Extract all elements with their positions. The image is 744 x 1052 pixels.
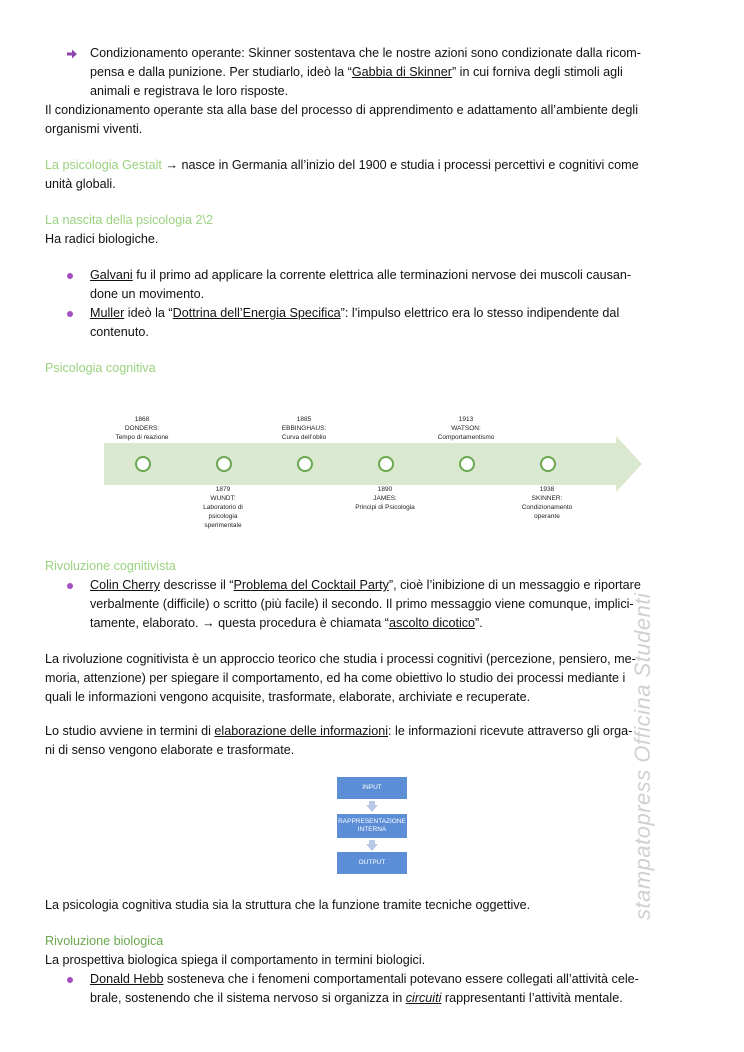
cocktail-party-link: Problema del Cocktail Party [233,578,389,592]
ascolto-dicotico-link: ascolto dicotico [388,616,476,630]
cherry-line-3: tamente, elaborato. → questa procedura è chiamata “ascolto dicotico”. [90,616,483,630]
operante-line-2: organismi viventi. [45,122,143,136]
bullet-dot-icon [67,273,73,279]
timeline-event-donders: 1868 DONDERS: Tempo di reazione [115,416,169,441]
struttura-para: La psicologia cognitiva studia sia la struttura che la funzione tramite tecniche oggettive. [45,898,531,912]
arrow-bullet-icon [66,48,78,60]
timeline-node [378,456,394,472]
rivoluzione-cognitivista-heading: Rivoluzione cognitivista [45,559,176,573]
galvani-line-1: Galvani fu il primo ad applicare la corrente elettrica alle terminazioni nervose dei muscoli causan- [90,268,632,282]
bullet-dot-icon [67,977,73,983]
rivoluzione-biologica-heading: Rivoluzione biologica [45,934,164,948]
donald-hebb-name: Donald Hebb [90,972,164,986]
timeline-event-skinner: 1938 SKINNER: Condizionamento operante [521,486,573,520]
galvani-line-2: done un movimento. [90,287,205,301]
gestalt-line-1: La psicologia Gestalt → nasce in Germania all’inizio del 1900 e studia i processi percettivi e cognitivi come [45,158,639,172]
timeline-event-james: 1890 JAMES: Principi di Psicologia [355,486,415,511]
biologica-text: La prospettiva biologica spiega il comportamento in termini biologici. [45,953,426,967]
muller-line-2: contenuto. [90,325,149,339]
nascita-text: Ha radici biologiche. [45,232,159,246]
timeline-node [216,456,232,472]
muller-line-1: Muller ideò la “Dottrina dell’Energia Specifica”: l’impulso elettrico era lo stesso indipendente dal [90,306,620,320]
gestalt-line-2: unità globali. [45,177,116,191]
timeline-node [540,456,556,472]
muller-name: Muller [90,306,125,320]
flow-output-box: OUTPUT [337,852,407,874]
operante-line-1: Il condizionamento operante sta alla base del processo di apprendimento e adattamento all’ambiente degli [45,103,638,117]
nascita-heading: La nascita della psicologia 2\2 [45,213,214,227]
galvani-name: Galvani [90,268,133,282]
arrow-icon: → [202,616,215,630]
rivoluzione-para-line-2: moria, attenzione) per spiegare il comportamento, ed ha come obiettivo lo studio dei processi mediante i [45,671,626,685]
bullet-dot-icon [67,583,73,589]
timeline-node [297,456,313,472]
studio-line-2: ni di senso vengono elaborate e trasformate. [45,743,295,757]
elaborazione-link: elaborazione delle informazioni [214,724,389,738]
flow-internal-box: RAPPRESENTAZIONE INTERNA [337,814,407,838]
timeline-event-ebbinghaus: 1885 EBBINGHAUS: Curva dell’oblio [281,416,327,441]
timeline-arrow-head [616,436,642,492]
flow-input-box: INPUT [337,777,407,799]
flow-down-arrow-icon [366,805,378,812]
timeline-event-wundt: 1879 WUNDT: Laboratorio di psicologia sperimentale [203,486,243,529]
watermark: stampatopress Officina Studenti [630,592,655,920]
timeline-node [135,456,151,472]
cherry-line-2: verbalmente (difficile) o scritto (più facile) il secondo. Il primo messaggio viene comunque, implici- [90,597,634,611]
rivoluzione-para-line-1: La rivoluzione cognitivista è un approccio teorico che studia i processi cognitivi (percezione, pensiero, me- [45,652,636,666]
timeline-event-watson: 1913 WATSON: Comportamentismo [437,416,495,441]
cherry-line-1: Colin Cherry descrisse il “Problema del Cocktail Party”, cioè l’inibizione di un messaggio e riportare [90,578,641,592]
colin-cherry-name: Colin Cherry [90,578,160,592]
gestalt-heading: La psicologia Gestalt [45,158,162,172]
circuiti-term: circuiti [405,991,442,1005]
skinner-line-2: pensa e dalla punizione. Per studiarlo, ideò la “Gabbia di Skinner” in cui forniva degli stimoli agli [90,65,623,79]
psicologia-cognitiva-heading: Psicologia cognitiva [45,361,156,375]
hebb-line-2: brale, sostenendo che il sistema nervoso si organizza in circuiti rappresentanti l’attività mentale. [90,991,623,1005]
studio-line-1: Lo studio avviene in termini di elaborazione delle informazioni: le informazioni ricevute attraverso gli orga- [45,724,633,738]
bullet-dot-icon [67,311,73,317]
gabbia-skinner-link: Gabbia di Skinner [351,65,452,79]
skinner-line-1: Condizionamento operante: Skinner sostentava che le nostre azioni sono condizionate dalla ricom- [90,46,641,60]
arrow-icon: → [165,158,179,172]
timeline-node [459,456,475,472]
flow-down-arrow-icon [366,844,378,851]
dottrina-link: Dottrina dell’Energia Specifica [172,306,341,320]
skinner-line-3: animali e registrava le loro risposte. [90,84,289,98]
rivoluzione-para-line-3: quali le informazioni vengono acquisite, trasformate, elaborate, archiviate e recuperate. [45,690,531,704]
hebb-line-1: Donald Hebb sosteneva che i fenomeni comportamentali potevano essere collegati all’attività cele- [90,972,639,986]
